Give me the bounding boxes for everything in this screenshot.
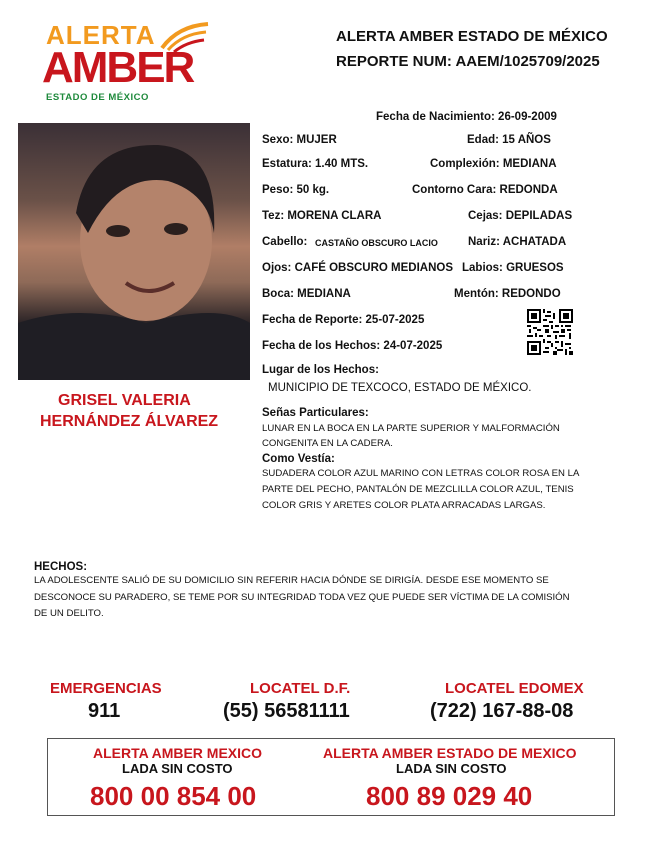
qr-code-icon[interactable] (527, 309, 573, 355)
facts-line-2: DESCONOCE SU PARADERO, SE TEME POR SU INTEGRIDAD TODA VEZ QUE PUEDE SER VÍCTIMA DE LA COMISIÓN (34, 592, 570, 603)
locatel-df-number[interactable]: (55) 56581111 (223, 700, 350, 722)
birth-date: Fecha de Nacimiento: 26-09-2009 (376, 111, 557, 123)
locatel-df-label: LOCATEL D.F. (250, 680, 351, 697)
amber-alert-logo (40, 16, 220, 106)
clothing-line-2: PARTE DEL PECHO, PANTALÓN DE MEZCLILLA COLOR AZUL, TENIS (262, 484, 574, 495)
hair-label: Cabello: (262, 236, 308, 248)
weight: Peso: 50 kg. (262, 184, 330, 196)
eyebrows: Cejas: DEPILADAS (468, 210, 573, 222)
locatel-edomex-number[interactable]: (722) 167-88-08 (430, 700, 574, 722)
hotline-edomex-number[interactable]: 800 89 029 40 (366, 781, 533, 811)
logo-alerta-text: ALERTA (46, 20, 156, 50)
face-shape: Contorno Cara: REDONDA (412, 184, 558, 196)
person-first-name: GRISEL VALERIA (58, 392, 191, 409)
marks-line-2: CONGENITA EN LA CADERA. (262, 438, 393, 449)
hotline-mexico-sub: LADA SIN COSTO (122, 761, 233, 776)
mouth: Boca: MEDIANA (262, 288, 351, 300)
facts-line-1: LA ADOLESCENTE SALIÓ DE SU DOMICILIO SIN REFERIR HACIA DÓNDE SE DIRIGÍA. DESDE ESE MOMENTO SE (34, 575, 549, 586)
logo-amber-text: AMBER (42, 43, 194, 92)
hotline-edomex-title: ALERTA AMBER ESTADO DE MEXICO (323, 745, 577, 761)
report-number: REPORTE NUM: AAEM/1025709/2025 (336, 53, 600, 70)
report-date: Fecha de Reporte: 25-07-2025 (262, 314, 425, 326)
clothing-line-3: COLOR GRIS Y ARETES COLOR PLATA ARRACADAS LARGAS. (262, 500, 546, 511)
facts-line-3: DE UN DELITO. (34, 608, 104, 619)
hotline-edomex-sub: LADA SIN COSTO (396, 761, 507, 776)
build: Complexión: MEDIANA (430, 158, 557, 170)
locatel-edomex-label: LOCATEL EDOMEX (445, 680, 584, 697)
missing-person-photo (18, 123, 250, 380)
signal-waves-icon (158, 18, 214, 58)
lips: Labios: GRUESOS (462, 262, 564, 274)
emergency-label: EMERGENCIAS (50, 680, 162, 697)
nose: Nariz: ACHATADA (468, 236, 567, 248)
place-value: MUNICIPIO DE TEXCOCO, ESTADO DE MÉXICO. (268, 382, 532, 394)
height: Estatura: 1.40 MTS. (262, 158, 369, 170)
hair-value: CASTAÑO OBSCURO LACIO (315, 238, 438, 248)
eyes: Ojos: CAFÉ OBSCURO MEDIANOS (262, 262, 454, 274)
clothing-label: Como Vestía: (262, 453, 335, 465)
hotline-mexico-number[interactable]: 800 00 854 00 (90, 781, 257, 811)
place-label: Lugar de los Hechos: (262, 364, 379, 376)
sex: Sexo: MUJER (262, 134, 337, 146)
chin: Mentón: REDONDO (454, 288, 561, 300)
hotline-mexico-title: ALERTA AMBER MEXICO (93, 745, 263, 761)
emergency-number[interactable]: 911 (88, 700, 121, 722)
header-title: ALERTA AMBER ESTADO DE MÉXICO (336, 28, 608, 45)
person-last-name: HERNÁNDEZ ÁLVAREZ (40, 413, 219, 430)
event-date: Fecha de los Hechos: 24-07-2025 (262, 340, 443, 352)
clothing-line-1: SUDADERA COLOR AZUL MARINO CON LETRAS COLOR ROSA EN LA (262, 468, 580, 479)
marks-line-1: LUNAR EN LA BOCA EN LA PARTE SUPERIOR Y MALFORMACIÓN (262, 423, 560, 434)
logo-estado-text: ESTADO DE MÉXICO (46, 92, 149, 103)
facts-label: HECHOS: (34, 561, 88, 573)
age: Edad: 15 AÑOS (467, 134, 551, 146)
skin-tone: Tez: MORENA CLARA (262, 210, 382, 222)
hotline-box (47, 738, 615, 816)
face-illustration (18, 123, 250, 380)
marks-label: Señas Particulares: (262, 407, 369, 419)
